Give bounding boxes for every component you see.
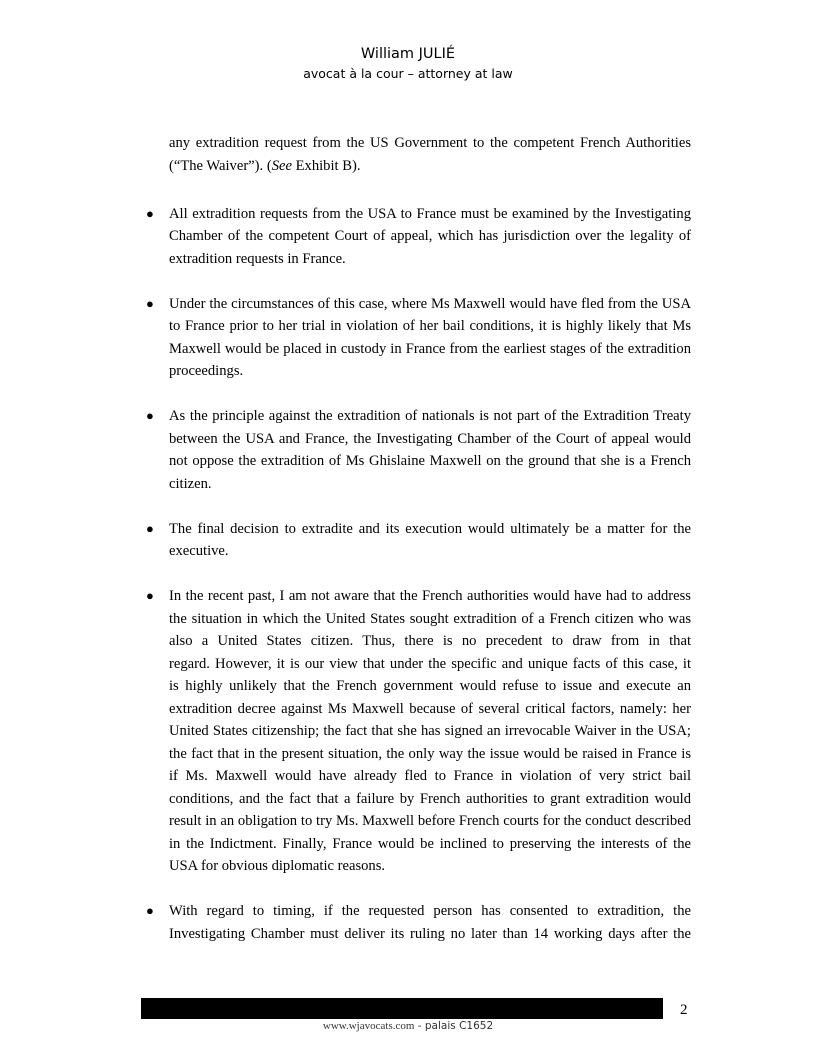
- document-body: [146, 132, 691, 968]
- text-line: proceedings.: [169, 363, 244, 379]
- text-line: result in an obligation to try Ms. Maxwell before French courts for the conduct described: [169, 813, 691, 829]
- bullet-icon: ●: [146, 903, 154, 918]
- text-line: (“The Waiver”). (See Exhibit B).: [169, 157, 361, 174]
- text-line: With regard to timing, if the requested person has consented to extradition, the: [169, 903, 691, 919]
- paragraph: [169, 132, 691, 177]
- text-line: Chamber of the competent Court of appeal, which has jurisdiction over the legality of: [169, 228, 691, 244]
- bullet-paragraph: [146, 585, 691, 878]
- text-line: As the principle against the extradition of nationals is not part of the Extradition Treaty: [169, 408, 691, 424]
- footer-separator: -: [414, 1020, 425, 1032]
- text-line: also a United States citizen. Thus, there is no precedent to draw from in that: [169, 633, 691, 649]
- text-line: The final decision to extradite and its execution would ultimately be a matter for the: [169, 520, 691, 537]
- bullet-paragraph: [146, 203, 691, 271]
- bullet-icon: ●: [146, 588, 154, 603]
- text-line: In the recent past, I am not aware that the French authorities would have had to address: [169, 588, 691, 604]
- attorney-name: William JULIÉ: [360, 46, 456, 62]
- text-line: extradition requests in France.: [169, 250, 346, 267]
- text-line: regard. However, it is our view that under the specific and unique facts of this case, it: [169, 655, 691, 672]
- text-line: is highly unlikely that the French government would refuse to issue and execute an: [169, 678, 691, 694]
- bullet-paragraph: [146, 405, 691, 495]
- bullet-paragraph: [146, 900, 691, 945]
- letterhead: [0, 44, 816, 84]
- text-line: in the Indictment. Finally, France would be inclined to preserving the interests of the: [169, 835, 691, 852]
- bullet-icon: ●: [146, 408, 154, 423]
- bullet-icon: ●: [146, 205, 154, 221]
- text-line: Under the circumstances of this case, where Ms Maxwell would have fled from the USA: [169, 295, 691, 312]
- bullet-paragraph: [146, 518, 691, 563]
- text-line: the fact that in the present situation, the only way the issue would be raised in France is: [169, 745, 691, 762]
- footer-website: www.wjavocats.com: [322, 1020, 415, 1032]
- bullet-icon: ●: [146, 520, 154, 536]
- text-line: executive.: [169, 543, 229, 559]
- text-line: extradition decree against Ms Maxwell because of several critical factors, namely: her: [169, 700, 691, 717]
- text-line: conditions, and the fact that a failure by French authorities to grant extradition would: [169, 790, 691, 807]
- text-line: the situation in which the United States sought extradition of a French citizen who was: [169, 610, 691, 627]
- page-number: 2: [680, 1002, 688, 1018]
- text-line: All extradition requests from the USA to France must be examined by the Investigating: [169, 205, 691, 222]
- text-line: to France prior to her trial in violation of her bail conditions, it is highly likely that Ms: [169, 318, 691, 334]
- text-line: between the USA and France, the Investigating Chamber of the Court of appeal would: [169, 430, 691, 447]
- bullet-icon: ●: [146, 295, 154, 311]
- text-line: Investigating Chamber must deliver its ruling no later than 14 working days after the: [169, 925, 691, 942]
- footer: [0, 1020, 816, 1032]
- attorney-subtitle: avocat à la cour – attorney at law: [303, 66, 513, 81]
- text-line: United States citizenship; the fact that she has signed an irrevocable Waiver in the USA;: [169, 723, 691, 739]
- bullet-paragraph: [146, 293, 691, 383]
- redaction-bar: [141, 998, 663, 1019]
- text-line: USA for obvious diplomatic reasons.: [169, 858, 386, 874]
- text-line: citizen.: [169, 475, 212, 492]
- text-line: any extradition request from the US Government to the competent French Authorities: [169, 135, 691, 151]
- text-line: if Ms. Maxwell would have already fled to France in violation of very strict bail: [169, 768, 691, 784]
- text-line: not oppose the extradition of Ms Ghislaine Maxwell on the ground that she is a French: [169, 453, 691, 469]
- text-line: Maxwell would be placed in custody in France from the earliest stages of the extradition: [169, 340, 691, 357]
- footer-palais: palais C1652: [424, 1020, 494, 1032]
